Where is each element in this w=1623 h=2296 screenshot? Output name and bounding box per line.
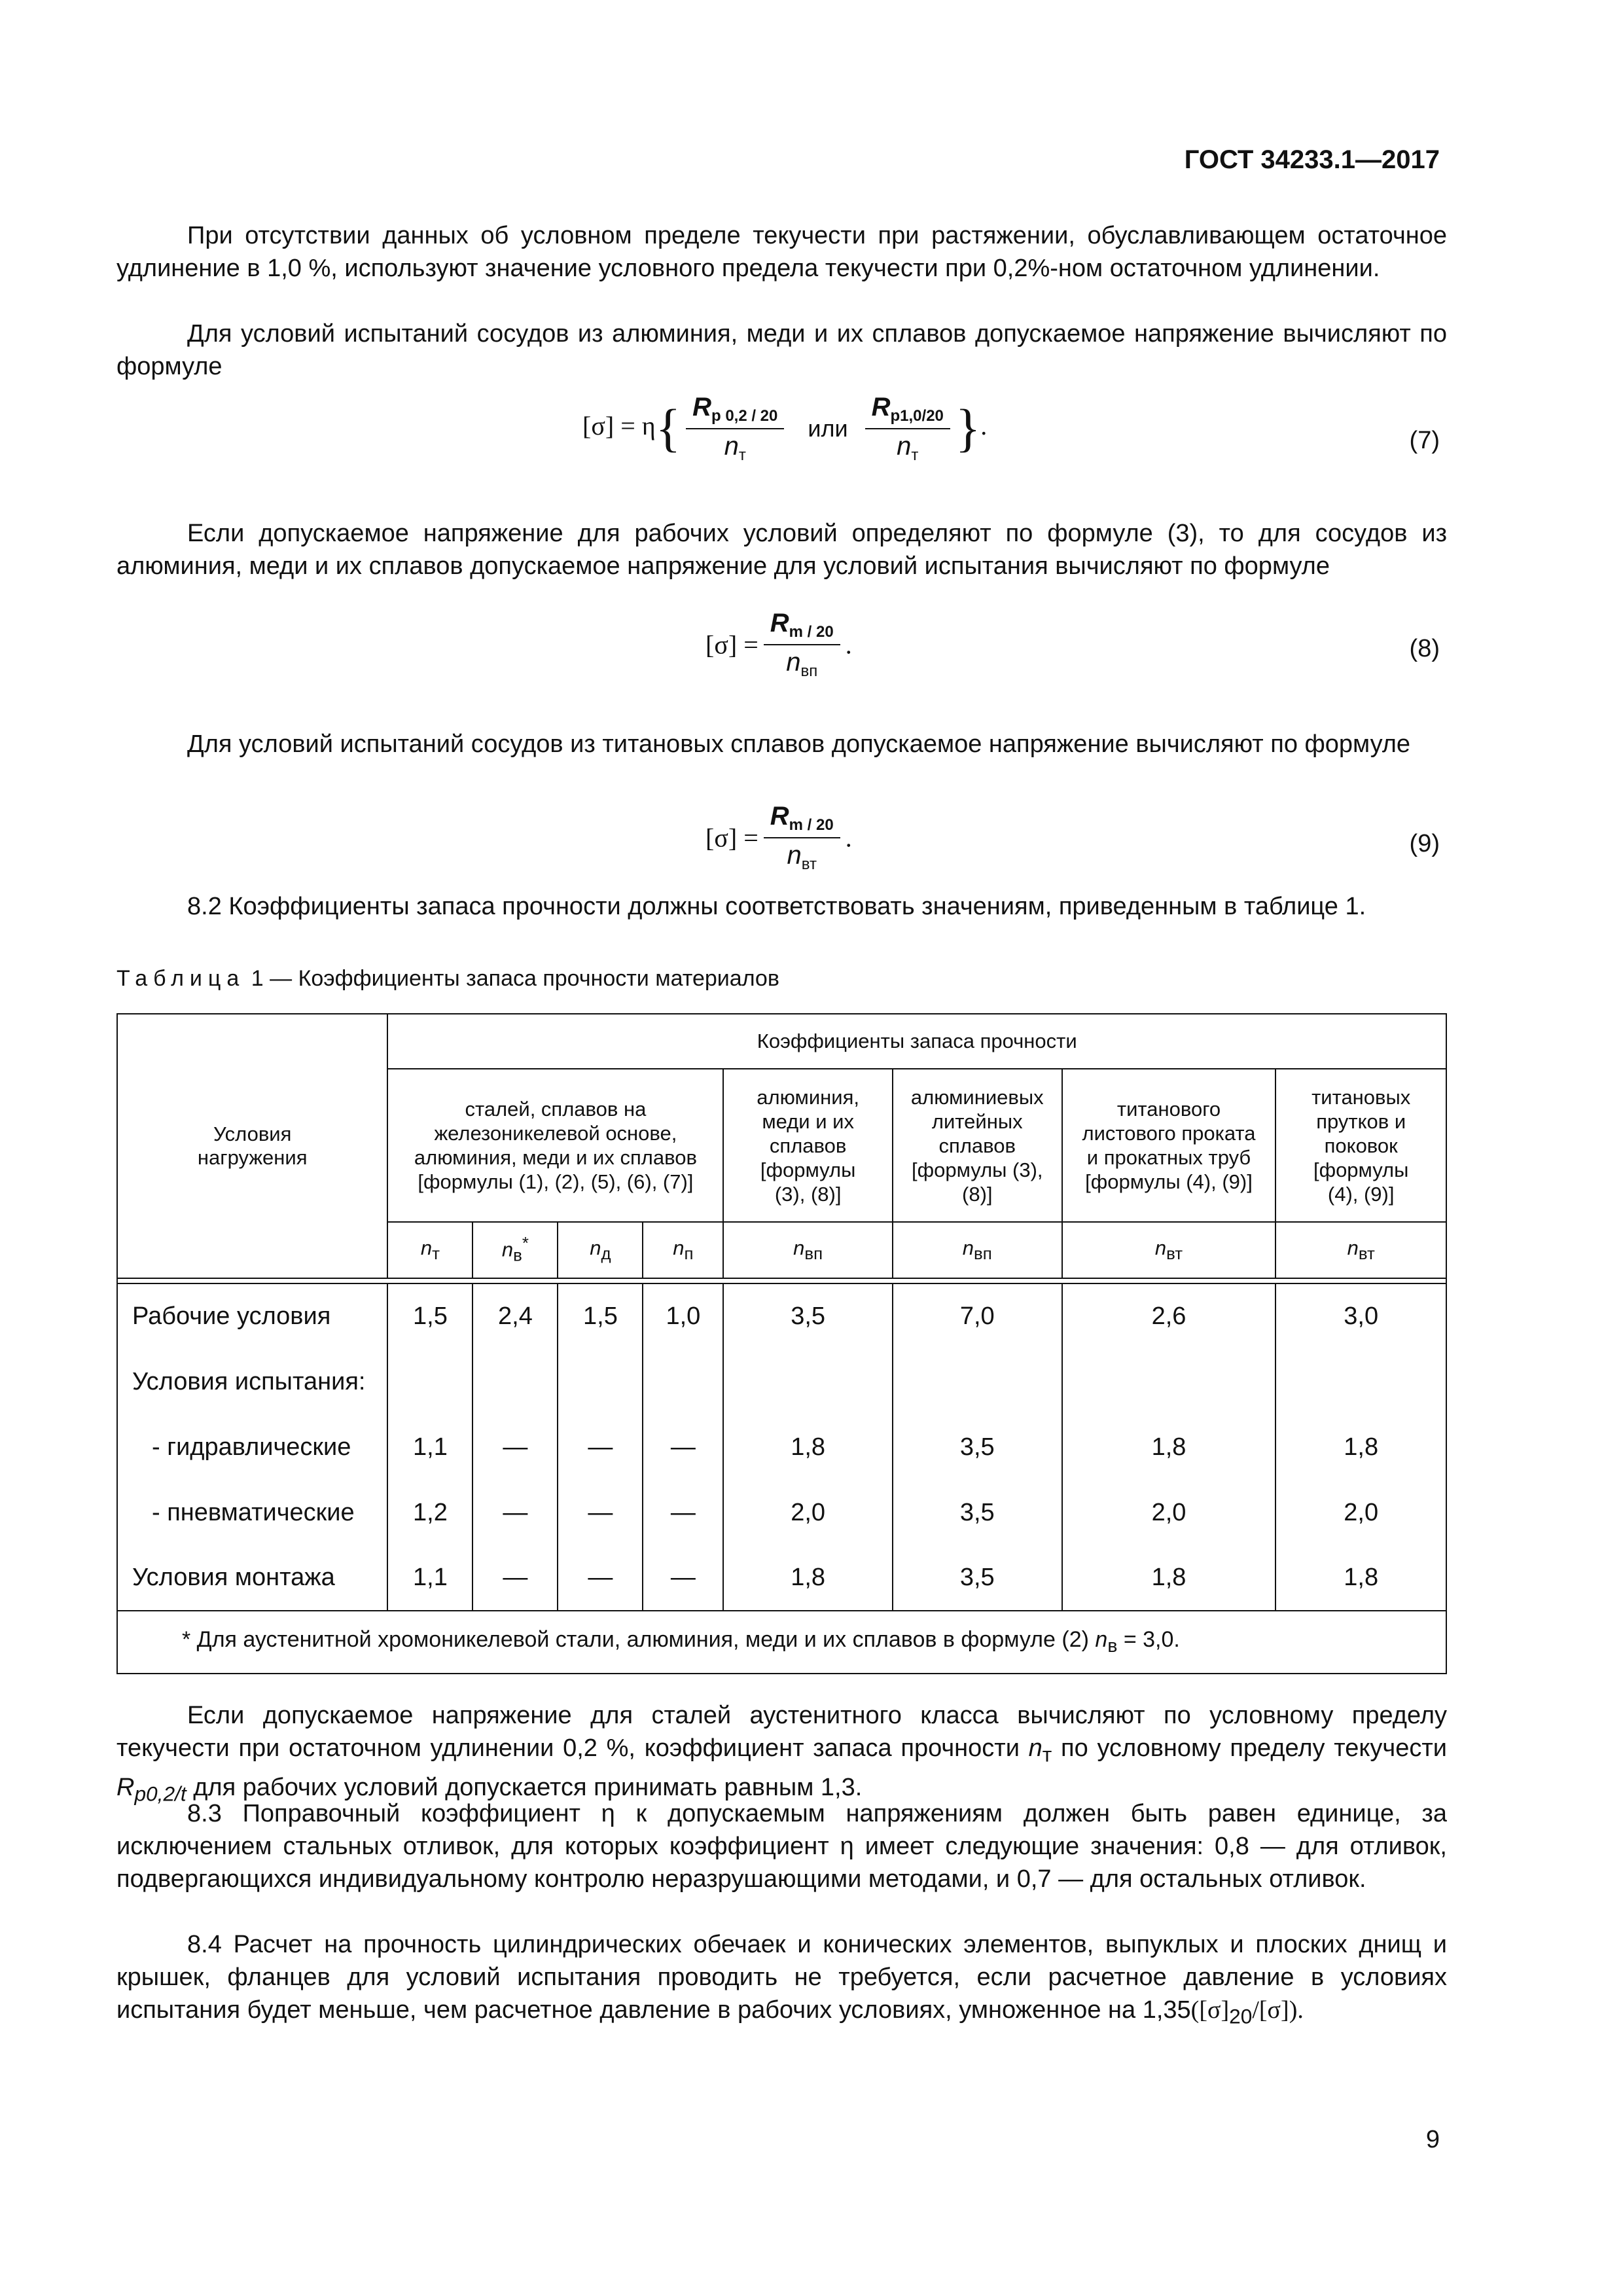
table-row: Условия испытания: xyxy=(117,1349,1446,1414)
symbol-cell: $n_{вт}$ xyxy=(1062,1222,1276,1278)
table-footnote: * Для аустенитной хромоникелевой стали, алюминия, меди и их сплавов в формуле (2) $n_в = 3,0$. xyxy=(117,1611,1446,1674)
formula-7-fraction-1: $\frac{R_{p 0,2 / 20}}{n_т}$ xyxy=(686,393,784,465)
formula-9-number: (9) xyxy=(1409,830,1440,857)
group-titanium-sheet: титанового листового проката и прокатных труб [формулы (4), (9)] xyxy=(1062,1069,1276,1222)
symbol-cell: $n_{вп}$ xyxy=(893,1222,1062,1278)
table-row: Рабочие условия 1,5 2,4 1,5 1,0 3,5 7,0 2,6 3,0 xyxy=(117,1283,1446,1349)
formula-8-fraction: $\frac{R_{m / 20}}{n_{вп}}$ xyxy=(764,609,840,681)
symbol-cell: $n_{вт}$ xyxy=(1275,1222,1446,1278)
document-header: ГОСТ 34233.1—2017 xyxy=(1184,145,1440,174)
paragraph-5: 8.2 Коэффициенты запаса прочности должны соответствовать значениям, приведенным в таблице 1. xyxy=(187,893,1366,920)
paragraph-1: При отсутствии данных об условном пределе текучести при растяжении, обуславливающем остаточное удлинение в 1,0 %, используют значение условного предела текучести при 0,2%-ном остаточном удлинении. xyxy=(116,222,1447,282)
group-steels: сталей, сплавов на железоникелевой основе, алюминия, меди и их сплавов [формулы (1), (2), (5), (6), (7)] xyxy=(387,1069,723,1222)
table-row: Условия монтажа 1,1 — — — 1,8 3,5 1,8 1,8 xyxy=(117,1545,1446,1611)
formula-7: [σ] = η{ $\frac{R_{p 0,2 / 20}}{n_т}$ или $\frac{R_{p1,0/20}}{n_т}$ }. xyxy=(582,393,988,464)
symbol-cell: $n_в^*$ xyxy=(473,1222,558,1278)
header-coefficients: Коэффициенты запаса прочности xyxy=(387,1014,1446,1069)
paragraph-4: Для условий испытаний сосудов из титановых сплавов допускаемое напряжение вычисляют по формуле xyxy=(187,730,1411,758)
paragraph-7: 8.3 Поправочный коэффициент η к допускаемым напряжениям должен быть равен единице, за исключением стальных отливок, для которых коэффициент η имеет следующие значения: 0,8 — для отливок, подвергающихся индивидуальному контролю неразрушающими методами, и 0,7 — для остальных отливок. xyxy=(116,1800,1447,1893)
table-row: - гидравлические 1,1 — — — 1,8 3,5 1,8 1,8 xyxy=(117,1414,1446,1480)
formula-7-fraction-2: $\frac{R_{p1,0/20}}{n_т}$ xyxy=(865,393,950,465)
formula-7-number: (7) xyxy=(1409,427,1440,454)
formula-8-number: (8) xyxy=(1409,635,1440,662)
paragraph-2: Для условий испытаний сосудов из алюминия, меди и их сплавов допускаемое напряжение вычисляют по формуле xyxy=(116,320,1447,380)
table-caption: Таблица 1 — Коэффициенты запаса прочности материалов xyxy=(116,966,779,991)
formula-9-fraction: $\frac{R_{m / 20}}{n_{вт}}$ xyxy=(764,802,840,874)
paragraph-3: Если допускаемое напряжение для рабочих условий определяют по формуле (3), то для сосудов из алюминия, меди и их сплавов допускаемое напряжение для условий испытания вычисляют по формуле xyxy=(116,520,1447,580)
header-conditions: Условия нагружения xyxy=(117,1014,387,1278)
group-titanium-bars: титановых прутков и поковок [формулы (4), (9)] xyxy=(1275,1069,1446,1222)
symbol-cell: $n_т$ xyxy=(387,1222,473,1278)
formula-9: [σ] = $\frac{R_{m / 20}}{n_{вт}}$ . xyxy=(705,802,852,873)
coefficients-table xyxy=(116,1013,1447,1674)
group-aluminium-copper: алюминия, меди и их сплавов [формулы (3), (8)] xyxy=(723,1069,893,1222)
table-row: - пневматические 1,2 — — — 2,0 3,5 2,0 2,0 xyxy=(117,1480,1446,1545)
paragraph-8: 8.4 Расчет на прочность цилиндрических обечаек и конических элементов, выпуклых и плоских днищ и крышек, фланцев для условий испытания проводить не требуется, если расчетное давление в условиях испытания будет меньше, чем расчетное давление в рабочих условиях, умноженное на $1,35([\sigma]_{20}/[\sigma])$. xyxy=(116,1931,1447,2028)
symbol-cell: $n_п$ xyxy=(643,1222,723,1278)
paragraph-6: Если допускаемое напряжение для сталей аустенитного класса вычисляют по условному пределу текучести при остаточном удлинении 0,2 %, коэффициент запаса прочности $n_т$ по условному пределу текучести $R_{p0,2/t}$ для рабочих условий допускается принимать равным 1,3. xyxy=(116,1702,1447,1806)
group-aluminium-cast: алюминиевых литейных сплавов [формулы (3), (8)] xyxy=(893,1069,1062,1222)
page-number: 9 xyxy=(1425,2126,1440,2153)
symbol-cell: $n_{вп}$ xyxy=(723,1222,893,1278)
symbol-cell: $n_д$ xyxy=(558,1222,643,1278)
formula-8: [σ] = $\frac{R_{m / 20}}{n_{вп}}$ . xyxy=(705,609,852,680)
